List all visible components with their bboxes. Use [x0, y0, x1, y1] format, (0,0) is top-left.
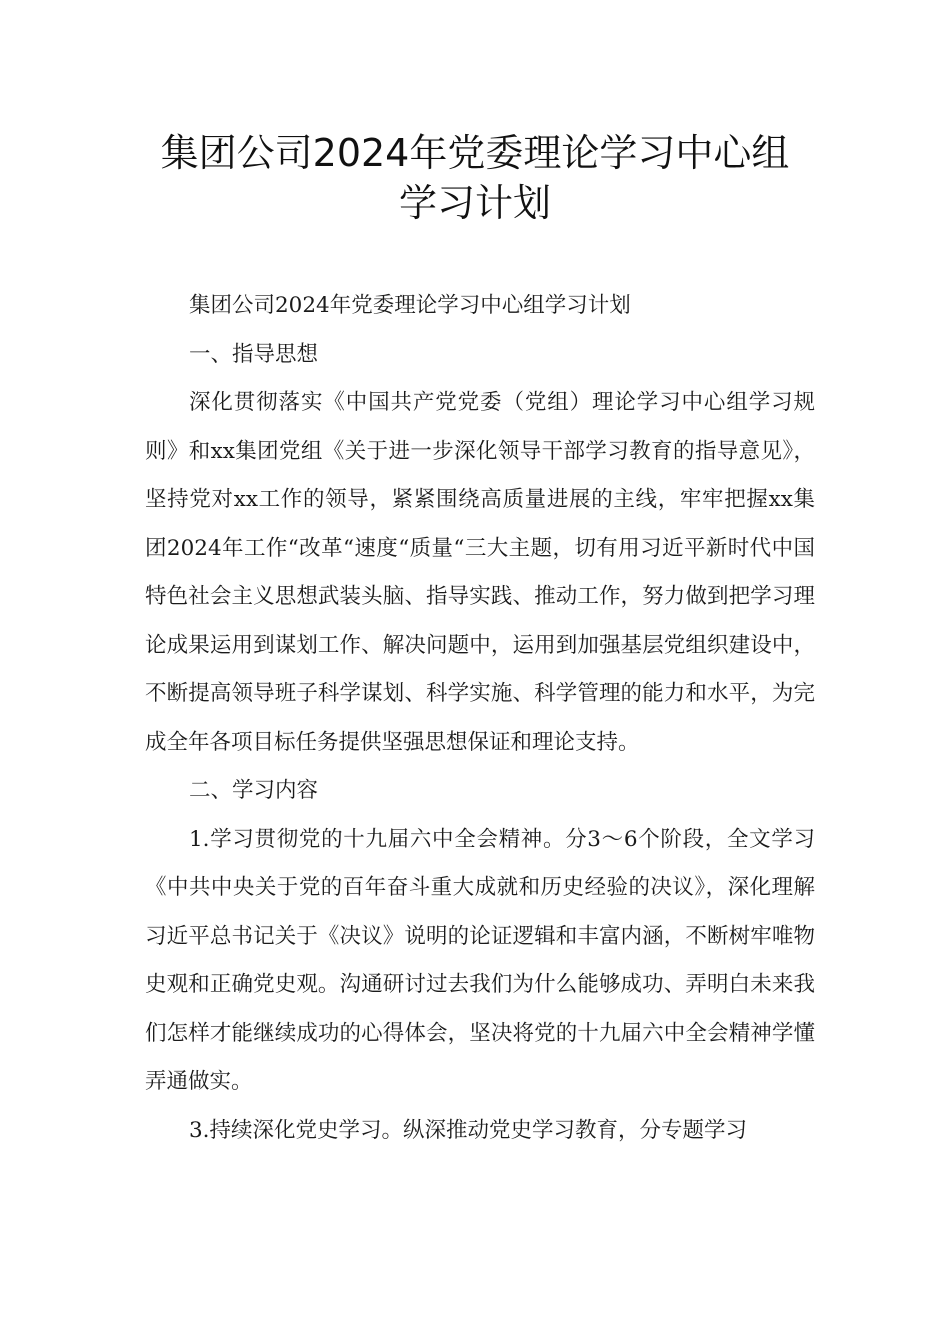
paragraph-item-3: 3.持续深化党史学习。纵深推动党史学习教育，分专题学习	[189, 1117, 748, 1143]
section-heading-guiding-ideology: 一、指导思想	[189, 341, 319, 367]
subtitle-paragraph: 集团公司2024年党委理论学习中心组学习计划	[189, 293, 631, 318]
title-line-1: 集团公司2024年党委理论学习中心组	[160, 131, 790, 175]
title-line-2: 学习计划	[398, 181, 551, 225]
section-heading-study-content: 二、学习内容	[189, 778, 319, 803]
document-title	[100, 128, 850, 228]
paragraph-guiding-ideology: 深化贯彻落实《中国共产党党委（党组）理论学习中心组学习规则》和xx集团党组《关于进一步深化领导干部学习教育的指导意见》，坚持党对xx工作的领导，紧紧围绕高质量进展的主线，牢牢把握xx集团2024年工作“改革“速度“质量“三大主题，切有用习近平新时代中国特色社会主义思想武装头脑、指导实践、推动工作，努力做到把学习理论成果运用到谋划工作、解决问题中，运用到加强基层党组织建设中，不断提高领导班子科学谋划、科学实施、科学管理的能力和水平，为完成全年各项目标任务提供坚强思想保证和理论支持。	[145, 390, 815, 755]
document-body	[145, 282, 815, 1155]
paragraph-item-1: 1.学习贯彻党的十九届六中全会精神。分3～6个阶段，全文学习《中共中央关于党的百年奋斗重大成就和历史经验的决议》，深化理解习近平总书记关于《决议》说明的论证逻辑和丰富内涵，不断树牢唯物史观和正确党史观。沟通研讨过去我们为什么能够成功、弄明白未来我们怎样才能继续成功的心得体会，坚决将党的十九届六中全会精神学懂弄通做实。	[145, 826, 815, 1094]
